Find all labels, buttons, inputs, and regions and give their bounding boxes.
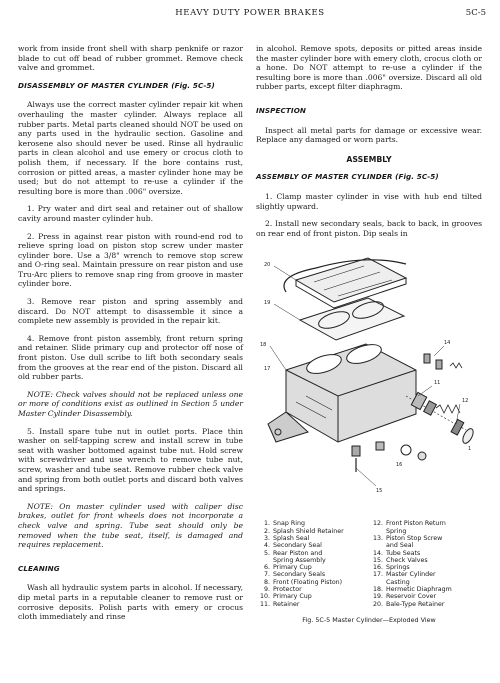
legend-item: 7. Secondary Seals [263,571,326,579]
callout-label: 1 [468,446,472,453]
legend-item: 11. Retainer [259,600,300,608]
legend-item: Casting [386,578,410,586]
paragraph-continued: in alcohol. Remove spots, deposits or pitted areas inside the master cylinder bore with emery cloth, crocus cloth or a hone. Do NOT attempt to re-use a cylinder if the resulting bore is more than .006" oversize. Discard all old rubber parts, except filter diaphragm. [256,44,482,92]
legend-item: and Seal [386,542,414,550]
assembly-step-2: 2. Install new secondary seals, back to back, in grooves on rear end of front piston. Dip seals in [256,219,482,238]
legend-item: 12. Front Piston Return [372,520,446,528]
assembly-step-1: 1. Clamp master cylinder in vise with hub end tilted slightly upward. [256,191,482,211]
step-4: 4. Remove front piston assembly, front return spring and retainer. Slide primary cup and protector off nose of front piston. Use dull scribe to lift both secondary seals from the grooves at the rear end of the piston. Discard all old rubber parts. [18,333,243,382]
legend-item: 13. Piston Stop Screw [372,534,443,542]
legend-item: 2. Splash Shield Retainer [263,527,344,535]
legend-item: Spring [386,527,407,535]
paragraph-inspect: Inspect all metal parts for damage or excessive wear. Replace any damaged or worn parts. [256,125,482,145]
legend-item: 15. Check Valves [372,556,428,564]
legend-column-left [256,520,369,608]
legend-item: 3. Splash Seal [263,534,310,542]
legend-item: 20. Bale-Type Retainer [372,600,445,608]
page-number: 5C-5 [465,8,486,18]
step-5: 5. Install spare tube nut in outlet ports. Place thin washer on self-tapping screw and install screw in tube seat with washer bottomed against tube nut. Hold screw with screwdriver and use wrench to remove tube nut, screw, washer and tube seat. Remove rubber check valve and spring from both outlet ports and discard both valves and springs. [18,426,243,494]
note-check-valves: NOTE: Check valves should not be replaced unless one or more of conditions exist as outlined in Section 5 under Master Cylinder Disassembly. [18,389,243,418]
legend-item: 18. Hermetic Diaphragm [372,585,452,593]
paragraph-wash: Wash all hydraulic system parts in alcohol. If necessary, dip metal parts in a reputable cleaner to remove rust or corrosive deposits. Polish parts with emery or crocus cloth immediately and rinse [18,583,243,622]
legend-item: 4. Secondary Seal [263,542,322,550]
master-cylinder-illustration [256,246,482,516]
step-1: 1. Pry water and dirt seal and retainer out of shallow cavity around master cylinder hub. [18,204,243,223]
legend-item: 10. Primary Cup [259,593,312,601]
section-heading-disassembly: DISASSEMBLY OF MASTER CYLINDER (Fig. 5C-5) [18,80,215,90]
callout-label: 16 [396,462,403,469]
legend-column-right [369,520,482,608]
figure-caption: Fig. 5C-5 Master Cylinder—Exploded View [302,615,436,624]
note-caliper: NOTE: On master cylinder used with caliper disc brakes, outlet for front wheels does not incorporate a check valve and spring. Tube seat should only be removed when the tube seat, itself, is damaged and requires replacement. [18,501,243,550]
callout-label: 17 [264,366,271,373]
header-title: HEAVY DUTY POWER BRAKES [175,8,325,18]
callout-label: 18 [260,342,267,349]
callout-label: 12 [462,398,469,405]
step-3: 3. Remove rear piston and spring assembly and discard. Do NOT attempt to disassemble it since a complete new assembly is provided in the repair kit. [18,297,243,326]
callout-label: 19 [264,300,271,307]
section-heading-cleaning: CLEANING [18,563,60,573]
callout-label: 20 [264,262,271,269]
legend-item: 16. Springs [372,564,410,572]
legend-item: 14. Tube Seats [372,549,421,557]
legend-item: 6. Primary Cup [263,564,312,572]
left-column [18,44,243,630]
legend-item: 8. Front (Floating Piston) [263,578,343,586]
legend-item: 19. Reservoir Cover [372,593,437,601]
step-2: 2. Press in against rear piston with round-end rod to relieve spring load on piston stop screw under master cylinder bore. Use a 3/8" wrench to remove stop screw and O-ring seal. Maintain pressure on rear piston and use Tru-Arc pliers to remove snap ring from groove in master cylinder bore. [18,231,243,289]
exploded-view-figure [256,246,482,516]
paragraph-intro: work from inside front shell with sharp penknife or razor blade to cut off bead of rubber grommet. Remove check valve and grommet. [18,44,243,73]
section-heading-inspection: INSPECTION [256,105,307,115]
heading-assembly: ASSEMBLY [346,154,392,164]
legend-item: 9. Protector [263,585,302,593]
section-heading-assembly: ASSEMBLY OF MASTER CYLINDER (Fig. 5C-5) [256,172,439,182]
callout-label: 11 [434,380,441,387]
legend-item: 17. Master Cylinder [372,571,436,579]
callout-label: 15 [376,488,383,495]
legend-item: 5. Rear Piston and [263,549,323,557]
figure-legend [256,520,482,608]
legend-item: Spring Assembly [273,556,326,564]
paragraph-always: Always use the correct master cylinder repair kit when overhauling the master cylinder. Always replace all rubber parts. Metal parts cleaned should NOT be used on any parts used in the hydraulic section. Gasoline and kerosene also should never be used. Rinse all hydraulic parts in clean alcohol and use emery or crocus cloth to polish them, if necessary. If the bore contains rust, corrosion or pitted areas, a master cylinder hone may be used; but do not attempt to re-use a cylinder if the resulting bore is more than .006" oversize. [18,100,243,196]
page-header [0,8,500,22]
legend-item: 1. Snap Ring [263,520,305,528]
callout-label: 14 [444,340,451,347]
right-column [256,44,482,625]
